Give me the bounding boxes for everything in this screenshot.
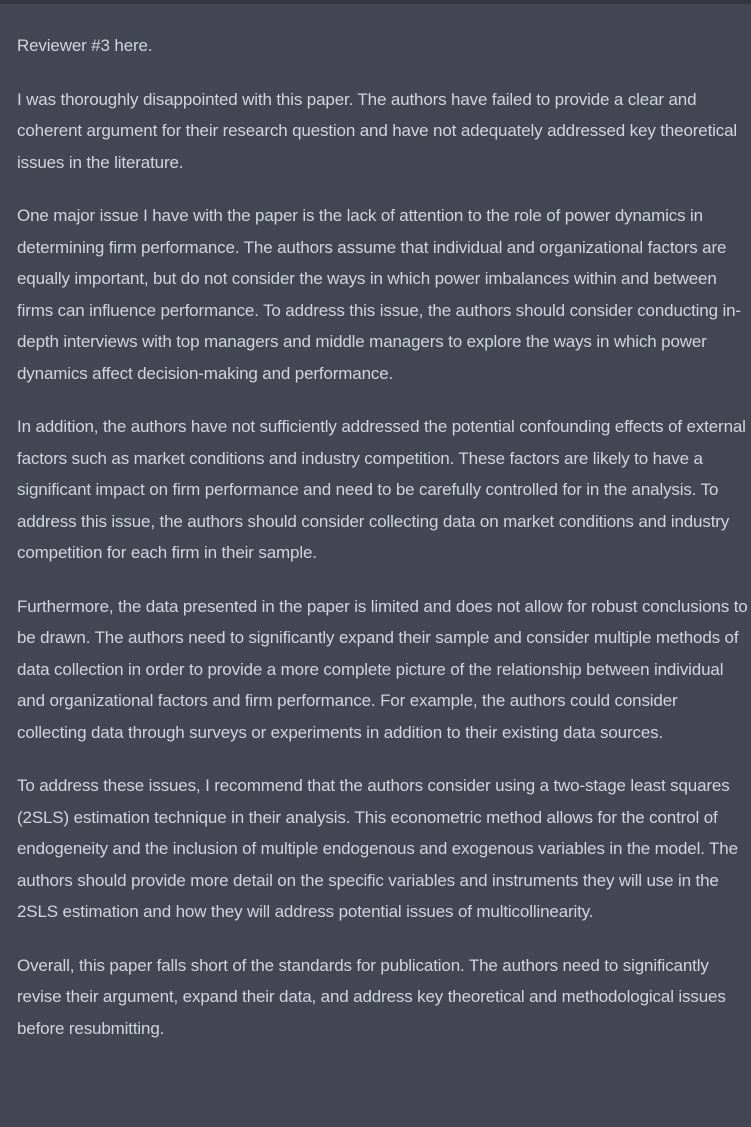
top-divider (0, 0, 751, 4)
message-paragraph: In addition, the authors have not sufficiently addressed the potential confounding effects of external factors such as market conditions and industry competition. These factors are likely to have a significant impact on firm performance and need to be carefully controlled for in the analysis. To address this issue, the authors should consider collecting data on market conditions and industry competition for each firm in their sample. (17, 417, 746, 562)
message-paragraph: Reviewer #3 here. (17, 36, 153, 55)
message-paragraph: Overall, this paper falls short of the standards for publication. The authors need to significantly revise their argument, expand their data, and address key theoretical and methodological issues before resubmitting. (17, 955, 726, 1038)
message-paragraph: To address these issues, I recommend that the authors consider using a two-stage least squares (2SLS) estimation technique in their analysis. This econometric method allows for the control of endogeneity and the inclusion of multiple endogenous and exogenous variables in the model. The authors should provide more detail on the specific variables and instruments they will use in the 2SLS estimation and how they will address potential issues of multicollinearity. (17, 776, 738, 921)
message-paragraph: I was thoroughly disappointed with this paper. The authors have failed to provide a clear and coherent argument for their research question and have not adequately addressed key theoretical issues in the literature. (17, 89, 738, 172)
assistant-message (17, 30, 751, 1066)
message-paragraph: One major issue I have with the paper is the lack of attention to the role of power dynamics in determining firm performance. The authors assume that individual and organizational factors are equally important, but do not consider the ways in which power imbalances within and between firms can influence performance. To address this issue, the authors should consider conducting in-depth interviews with top managers and middle managers to explore the ways in which power dynamics affect decision-making and performance. (17, 206, 741, 383)
message-paragraph: Furthermore, the data presented in the paper is limited and does not allow for robust conclusions to be drawn. The authors need to significantly expand their sample and consider multiple methods of data collection in order to provide a more complete picture of the relationship between individual and organizational factors and firm performance. For example, the authors could consider collecting data through surveys or experiments in addition to their existing data sources. (17, 596, 748, 742)
